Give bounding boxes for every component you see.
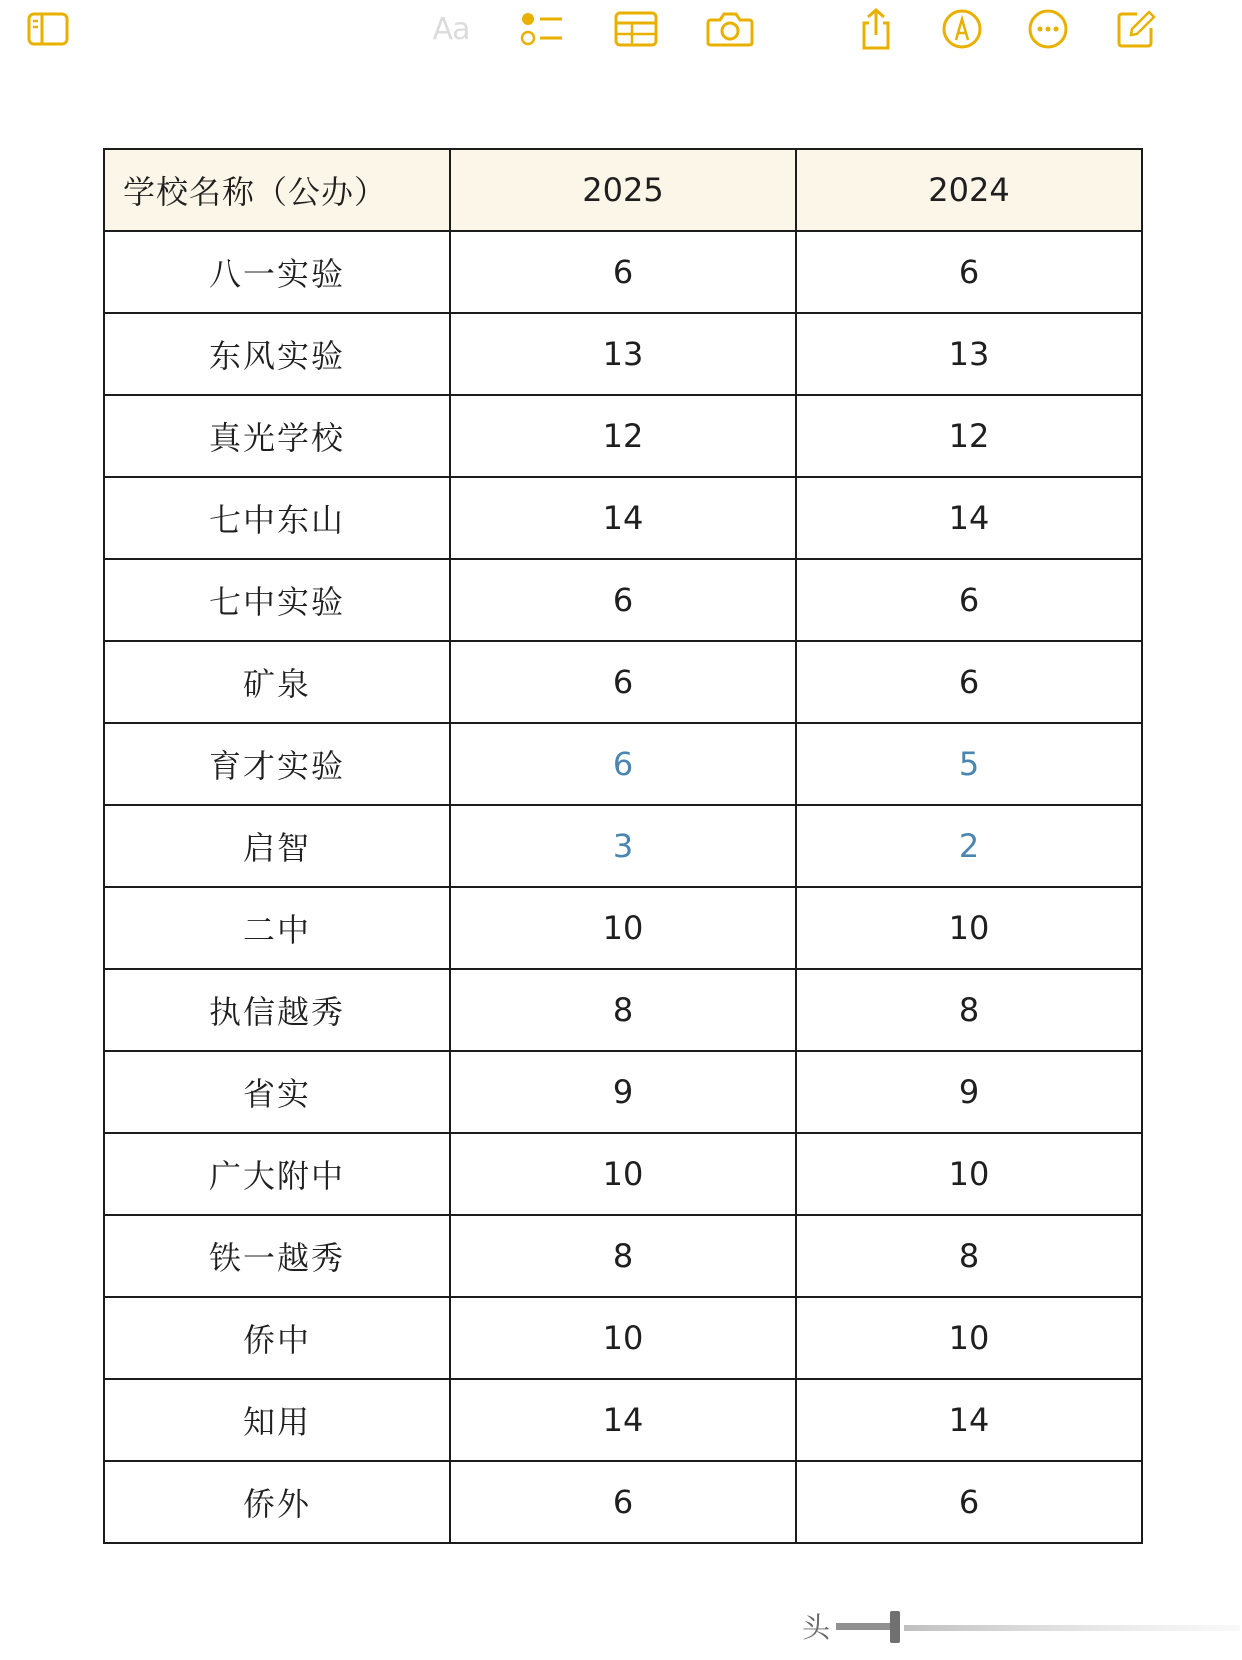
table-row <box>104 1215 1142 1297</box>
more-icon <box>1027 8 1069 50</box>
header-year-2024[interactable]: 2024 <box>796 149 1142 231</box>
school-name-cell[interactable]: 启智 <box>104 805 450 887</box>
value-2024-cell[interactable]: 10 <box>796 887 1142 969</box>
share-button[interactable] <box>852 6 900 52</box>
value-2024-cell[interactable]: 2 <box>796 805 1142 887</box>
value-2025-cell[interactable]: 8 <box>450 1215 796 1297</box>
school-name-cell[interactable]: 侨外 <box>104 1461 450 1543</box>
value-2024-cell[interactable]: 12 <box>796 395 1142 477</box>
table-row <box>104 641 1142 723</box>
school-name-cell[interactable]: 二中 <box>104 887 450 969</box>
school-name-cell[interactable]: 七中东山 <box>104 477 450 559</box>
header-school-name[interactable]: 学校名称（公办） <box>104 149 450 231</box>
value-2025-cell[interactable]: 13 <box>450 313 796 395</box>
school-name-cell[interactable]: 八一实验 <box>104 231 450 313</box>
school-table[interactable] <box>103 148 1143 1544</box>
table-button[interactable] <box>612 6 660 52</box>
header-year-2025[interactable]: 2025 <box>450 149 796 231</box>
table-icon <box>613 10 659 48</box>
value-2025-cell[interactable]: 6 <box>450 641 796 723</box>
compose-icon <box>1115 8 1157 50</box>
value-2025-cell[interactable]: 6 <box>450 1461 796 1543</box>
table-row <box>104 805 1142 887</box>
table-row <box>104 477 1142 559</box>
value-2024-cell[interactable]: 6 <box>796 641 1142 723</box>
value-2025-cell[interactable]: 12 <box>450 395 796 477</box>
school-name-cell[interactable]: 执信越秀 <box>104 969 450 1051</box>
table-row <box>104 1051 1142 1133</box>
table-row <box>104 1297 1142 1379</box>
school-name-cell[interactable]: 省实 <box>104 1051 450 1133</box>
sidebar-icon <box>26 11 70 47</box>
table-row <box>104 1461 1142 1543</box>
value-2025-cell[interactable]: 3 <box>450 805 796 887</box>
value-2024-cell[interactable]: 14 <box>796 477 1142 559</box>
school-name-cell[interactable]: 东风实验 <box>104 313 450 395</box>
value-2024-cell[interactable]: 10 <box>796 1297 1142 1379</box>
format-button[interactable] <box>426 6 476 52</box>
table-row <box>104 395 1142 477</box>
value-2024-cell[interactable]: 5 <box>796 723 1142 805</box>
table-row <box>104 887 1142 969</box>
value-2025-cell[interactable]: 14 <box>450 1379 796 1461</box>
value-2024-cell[interactable]: 10 <box>796 1133 1142 1215</box>
camera-button[interactable] <box>706 6 754 52</box>
value-2024-cell[interactable]: 13 <box>796 313 1142 395</box>
value-2024-cell[interactable]: 14 <box>796 1379 1142 1461</box>
watermark-text: 头 <box>802 1611 831 1644</box>
table-row <box>104 723 1142 805</box>
value-2025-cell[interactable]: 6 <box>450 723 796 805</box>
compose-button[interactable] <box>1112 6 1160 52</box>
value-2025-cell[interactable]: 6 <box>450 559 796 641</box>
share-icon <box>856 7 896 51</box>
value-2024-cell[interactable]: 6 <box>796 559 1142 641</box>
table-row <box>104 1133 1142 1215</box>
school-name-cell[interactable]: 知用 <box>104 1379 450 1461</box>
school-name-cell[interactable]: 育才实验 <box>104 723 450 805</box>
markup-button[interactable] <box>938 6 986 52</box>
value-2024-cell[interactable]: 8 <box>796 969 1142 1051</box>
table-row <box>104 559 1142 641</box>
school-name-cell[interactable]: 矿泉 <box>104 641 450 723</box>
toolbar <box>0 0 1242 60</box>
table-row <box>104 969 1142 1051</box>
value-2024-cell[interactable]: 6 <box>796 1461 1142 1543</box>
school-table-container <box>103 148 1143 1544</box>
school-name-cell[interactable]: 侨中 <box>104 1297 450 1379</box>
table-header-row <box>104 149 1142 231</box>
markup-icon <box>941 8 983 50</box>
table-row <box>104 1379 1142 1461</box>
watermark-graphic <box>800 1605 1240 1649</box>
value-2024-cell[interactable]: 6 <box>796 231 1142 313</box>
value-2025-cell[interactable]: 14 <box>450 477 796 559</box>
checklist-button[interactable] <box>518 6 566 52</box>
more-button[interactable] <box>1024 6 1072 52</box>
value-2024-cell[interactable]: 9 <box>796 1051 1142 1133</box>
value-2025-cell[interactable]: 10 <box>450 887 796 969</box>
format-icon: Aa <box>432 11 470 47</box>
value-2025-cell[interactable]: 10 <box>450 1133 796 1215</box>
watermark <box>800 1605 1240 1649</box>
checklist-icon <box>519 9 565 49</box>
table-body <box>104 231 1142 1543</box>
value-2024-cell[interactable]: 8 <box>796 1215 1142 1297</box>
school-name-cell[interactable]: 广大附中 <box>104 1133 450 1215</box>
value-2025-cell[interactable]: 6 <box>450 231 796 313</box>
school-name-cell[interactable]: 真光学校 <box>104 395 450 477</box>
sidebar-toggle-button[interactable] <box>24 6 72 52</box>
value-2025-cell[interactable]: 9 <box>450 1051 796 1133</box>
table-row <box>104 231 1142 313</box>
camera-icon <box>706 10 754 48</box>
school-name-cell[interactable]: 铁一越秀 <box>104 1215 450 1297</box>
value-2025-cell[interactable]: 10 <box>450 1297 796 1379</box>
value-2025-cell[interactable]: 8 <box>450 969 796 1051</box>
table-row <box>104 313 1142 395</box>
school-name-cell[interactable]: 七中实验 <box>104 559 450 641</box>
